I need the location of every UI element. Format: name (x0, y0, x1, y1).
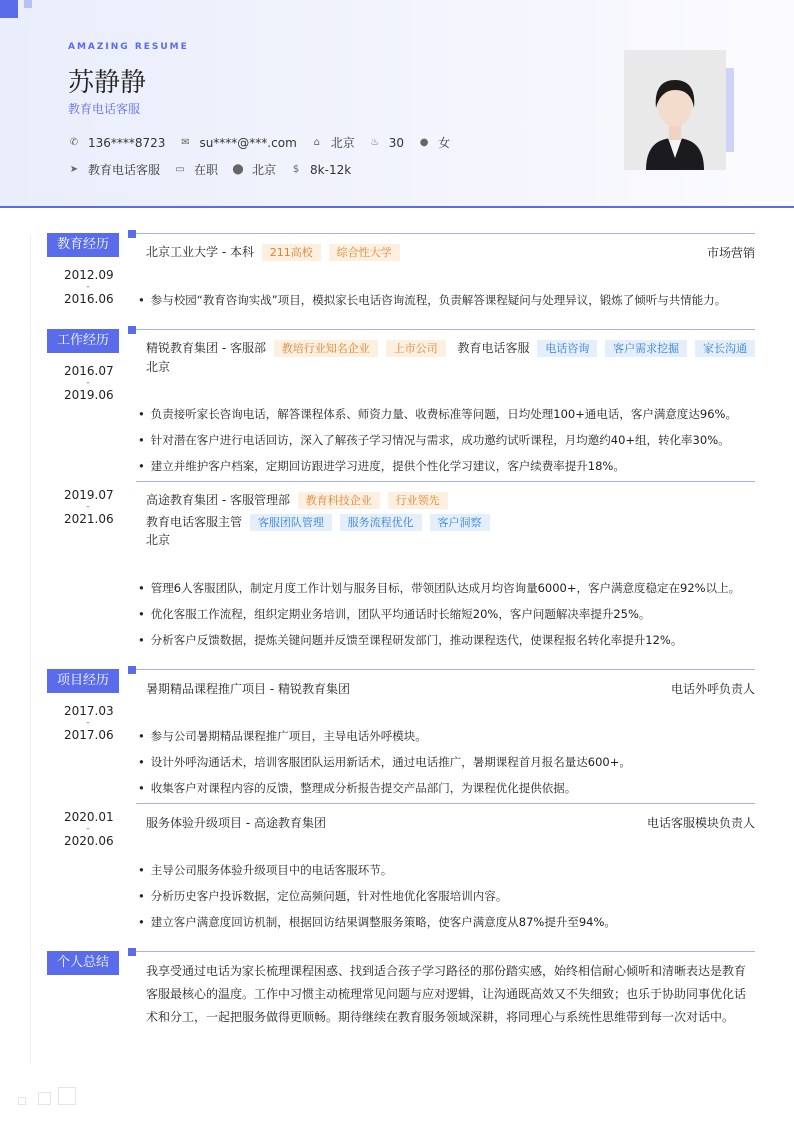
work-company-row (146, 339, 446, 357)
company-tag: 教培行业知名企业 (274, 340, 378, 357)
info-location: ⬤ 北京 (232, 163, 277, 177)
company-tag: 上市公司 (386, 340, 446, 357)
section-education-title: 教育经历 (47, 233, 119, 257)
project-bullet: • 建立客户满意度回访机制，根据回访结果调整服务策略，使客户满意度从87%提升至94%。 (138, 914, 616, 930)
work-bullet: • 优化客服工作流程，组织定期业务培训，团队平均通话时长缩短20%，客户问题解决率提升25%。 (138, 606, 650, 622)
project-end-date: 2020.06 (64, 834, 114, 848)
avatar (624, 50, 726, 170)
work-position: 教育电话客服 (457, 341, 530, 355)
edu-tag: 综合性大学 (329, 244, 400, 261)
project-name: 暑期精品课程推广项目 - 精锐教育集团 (146, 682, 350, 696)
project-role: 电话客服模块负责人 (646, 816, 755, 830)
project-bullet: • 收集客户对课程内容的反馈，整理成分析报告提交产品部门，为课程优化提供依据。 (138, 780, 576, 796)
work-position-row (458, 339, 756, 357)
section-marker (128, 326, 136, 334)
work-position: 教育电话客服主管 (146, 515, 243, 529)
salary-icon: $ (292, 164, 300, 175)
work-end-date: 2021.06 (64, 512, 114, 526)
date-dash: - (86, 718, 90, 728)
project-end-date: 2017.06 (64, 728, 114, 742)
work-start-date: 2016.07 (64, 364, 114, 378)
edu-end-date: 2016.06 (64, 292, 114, 306)
briefcase-icon: ▭ (175, 164, 185, 175)
skill-tag: 家长沟通 (695, 340, 755, 357)
edu-school-row (146, 243, 400, 261)
info-salary: $ 8k-12k (290, 163, 351, 177)
work-bullet: • 管理6人客服团队，制定月度工作计划与服务目标，带领团队达成月均咨询量6000+，客户满意度稳定在92%以上。 (138, 580, 740, 596)
info-gender: ● 女 (419, 136, 451, 150)
section-project-title: 项目经历 (47, 669, 119, 693)
contact-info-row (68, 134, 464, 151)
skill-tag: 客户需求挖掘 (605, 340, 687, 357)
info-age: ♨ 30 (370, 135, 405, 150)
date-dash: - (86, 282, 90, 292)
project-bullet: • 设计外呼沟通话术，培训客服团队运用新话术，通过电话推广，暑期课程首月报名量达600+。 (138, 754, 631, 770)
date-dash: - (86, 378, 90, 388)
home-icon: ⌂ (313, 137, 320, 148)
job-intent-row (68, 161, 365, 178)
company-tag: 行业领先 (388, 492, 448, 509)
candidate-title: 教育电话客服 (68, 102, 141, 116)
entry-divider (136, 803, 755, 804)
work-position-row (146, 513, 490, 531)
deco-square (18, 1097, 26, 1105)
edu-bullet: • 参与校园“教育咨询实战”项目，模拟家长电话咨询流程，负责解答课程疑问与处理异议，锻炼了倾听与共情能力。 (138, 292, 726, 308)
section-work-title: 工作经历 (47, 329, 119, 353)
project-bullet: • 参与公司暑期精品课程推广项目，主导电话外呼模块。 (138, 728, 427, 744)
gender-icon: ● (419, 137, 429, 148)
tagline: AMAZING RESUME (68, 42, 189, 52)
section-marker (128, 666, 136, 674)
timeline-line (30, 235, 31, 1065)
project-bullet: • 主导公司服务体验升级项目中的电话客服环节。 (138, 862, 392, 878)
cake-icon: ♨ (370, 137, 380, 148)
section-marker (128, 948, 136, 956)
deco-square (58, 1087, 76, 1105)
send-icon: ➤ (69, 164, 79, 175)
phone-icon: ✆ (69, 137, 79, 148)
edu-tag: 211高校 (262, 244, 321, 261)
location-icon: ⬤ (232, 164, 244, 175)
edu-start-date: 2012.09 (64, 268, 114, 282)
company-tag: 教育科技企业 (298, 492, 380, 509)
work-end-date: 2019.06 (64, 388, 114, 402)
project-role: 电话外呼负责人 (670, 682, 755, 696)
section-divider (136, 329, 755, 330)
work-company-row (146, 491, 448, 509)
info-city: ⌂ 北京 (311, 134, 355, 151)
corner-decoration (0, 0, 18, 18)
info-intent: ➤ 教育电话客服 (69, 163, 161, 177)
info-phone: ✆ 136****8723 (69, 135, 166, 150)
work-bullet: • 分析客户反馈数据，提炼关键问题并反馈至课程研发部门，推动课程迭代，使课程报名转化率提升12%。 (138, 632, 682, 648)
date-dash: - (86, 824, 90, 834)
entry-divider (136, 481, 755, 482)
info-email: ✉ su****@***.com (181, 135, 297, 150)
edu-major: 市场营销 (706, 246, 755, 260)
date-dash: - (86, 502, 90, 512)
section-summary-title: 个人总结 (47, 951, 119, 975)
work-company: 精锐教育集团 - 客服部 (146, 341, 266, 355)
deco-square (38, 1092, 51, 1105)
work-start-date: 2019.07 (64, 488, 114, 502)
skill-tag: 客服团队管理 (250, 514, 332, 531)
corner-decoration-small (24, 0, 32, 8)
info-status: ▭ 在职 (175, 163, 219, 177)
summary-text: 我享受通过电话为家长梳理课程困惑、找到适合孩子学习路径的那份踏实感，始终相信耐心倾听和清晰表达是教育客服最核心的温度。工作中习惯主动梳理常见问题与应对逻辑，让沟通既高效又不失细致；也乐于协助同事优化话术和分工，一起把服务做得更顺畅。期待继续在教育服务领域深耕，将同理心与系统性思维带到每一次对话中。 (146, 964, 747, 1024)
work-company: 高途教育集团 - 客服管理部 (146, 493, 290, 507)
section-divider (136, 951, 755, 952)
skill-tag: 电话咨询 (537, 340, 597, 357)
edu-school: 北京工业大学 - 本科 (146, 245, 254, 259)
skill-tag: 服务流程优化 (340, 514, 422, 531)
project-bullet: • 分析历史客户投诉数据，定位高频问题，针对性地优化客服培训内容。 (138, 888, 507, 904)
work-city: 北京 (146, 533, 171, 547)
mail-icon: ✉ (181, 137, 190, 148)
skill-tag: 客户洞察 (430, 514, 490, 531)
resume-header (0, 0, 794, 208)
project-name: 服务体验升级项目 - 高途教育集团 (146, 816, 326, 830)
section-marker (128, 230, 136, 238)
work-bullet: • 负责接听家长咨询电话，解答课程体系、师资力量、收费标准等问题，日均处理100+通电话，客户满意度达96%。 (138, 406, 737, 422)
section-divider (136, 669, 755, 670)
section-divider (136, 233, 755, 234)
project-start-date: 2017.03 (64, 704, 114, 718)
work-bullet: • 针对潜在客户进行电话回访，深入了解孩子学习情况与需求，成功邀约试听课程，月均邀约40+组，转化率30%。 (138, 432, 730, 448)
candidate-name: 苏静静 (68, 68, 147, 98)
project-start-date: 2020.01 (64, 810, 114, 824)
work-city: 北京 (146, 360, 171, 374)
work-bullet: • 建立并维护客户档案，定期回访跟进学习进度，提供个性化学习建议，客户续费率提升18%。 (138, 458, 625, 474)
